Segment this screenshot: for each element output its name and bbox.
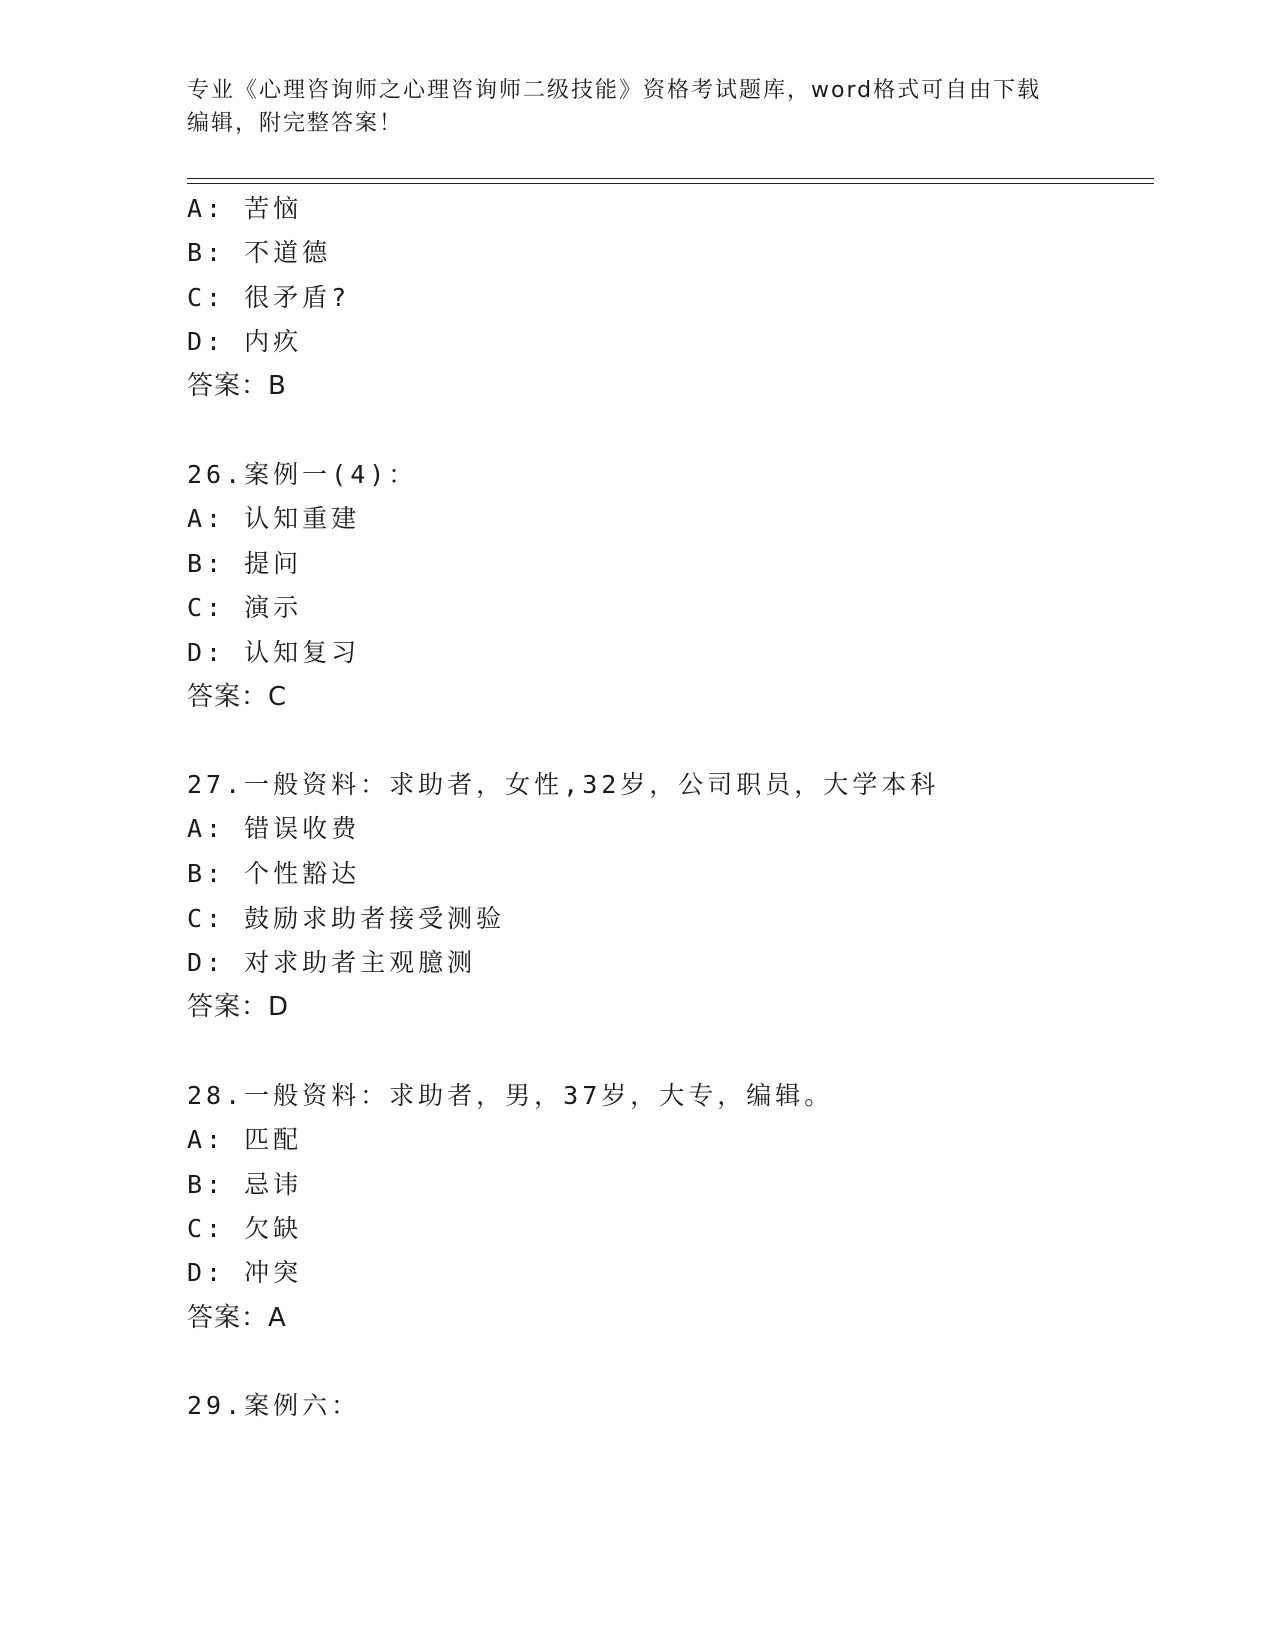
q25-answer: 答案：B: [187, 371, 287, 401]
q26-option-a: A: 认知重建: [187, 504, 361, 533]
q27-option-d: D: 对求助者主观臆测: [187, 948, 477, 977]
q26-option-b: B: 提问: [187, 549, 303, 578]
header-divider-bottom: [187, 183, 1154, 184]
header-line-1: 专业《心理咨询师之心理咨询师二级技能》资格考试题库，word格式可自由下载: [187, 78, 1042, 103]
q28-option-b: B: 忌讳: [187, 1170, 303, 1199]
q26-option-c: C: 演示: [187, 593, 303, 622]
q25-option-b: B: 不道德: [187, 238, 332, 267]
q26-stem: 26.案例一(4)：: [187, 460, 418, 489]
document-header: [187, 74, 1087, 140]
header-divider-top: [187, 178, 1154, 179]
q25-option-d: D: 内疚: [187, 327, 303, 356]
q28-option-c: C: 欠缺: [187, 1214, 303, 1243]
q27-option-a: A: 错误收费: [187, 814, 361, 843]
q28-option-a: A: 匹配: [187, 1125, 303, 1154]
q28-stem: 28.一般资料：求助者，男，37岁，大专，编辑。: [187, 1081, 834, 1110]
q29-stem: 29.案例六：: [187, 1391, 361, 1420]
q28-answer: 答案：A: [187, 1303, 287, 1333]
header-line-2: 编辑，附完整答案！: [187, 111, 404, 136]
q26-answer: 答案：C: [187, 682, 288, 712]
q27-stem: 27.一般资料：求助者，女性,32岁，公司职员，大学本科: [187, 770, 940, 799]
q25-option-c: C: 很矛盾?: [187, 283, 351, 312]
q27-answer: 答案：D: [187, 992, 290, 1022]
q26-option-d: D: 认知复习: [187, 638, 361, 667]
q27-option-c: C: 鼓励求助者接受测验: [187, 904, 506, 933]
q25-option-a: A: 苦恼: [187, 194, 303, 223]
q28-option-d: D: 冲突: [187, 1258, 303, 1287]
q27-option-b: B: 个性豁达: [187, 859, 361, 888]
